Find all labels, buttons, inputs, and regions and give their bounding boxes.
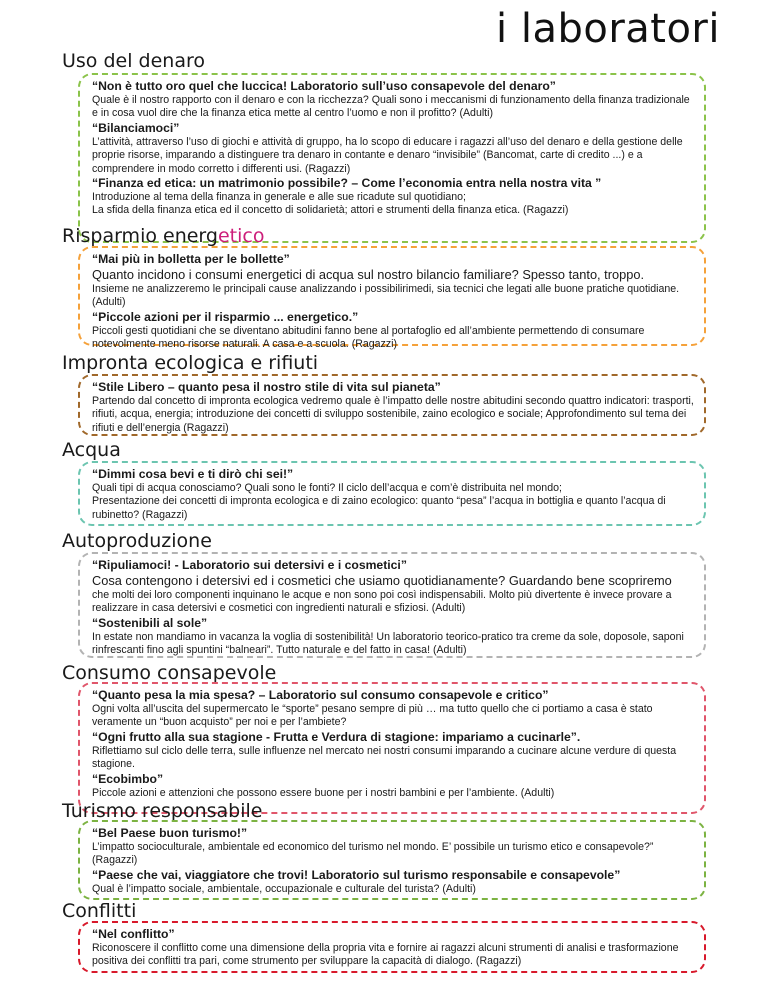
item-title: “Paese che vai, viaggiatore che trovi! Laboratorio sul turismo responsabile e consapevole” [92,867,621,882]
item-body: Quale è il nostro rapporto con il denaro e con la ricchezza? Quali sono i meccanismi di funzionamento della finanza tradizionale e in cosa vuol dire che la finanza etica mette al centro l’uomo e non il profitto? (Adulti) [92,94,690,120]
item-body: Introduzione al tema della finanza in generale e alle sue ricadute sul quotidiano; La sfida della finanza etica ed il concetto di solidarietà; attori e strumenti della finanza etica. (Ragazzi) [92,191,569,217]
item-title: “Bilanciamoci” [92,120,180,135]
item-title: “Stile Libero – quanto pesa il nostro stile di vita sul pianeta” [92,380,441,394]
section-box-risparmio-energetico [78,246,706,351]
section-title-uso-denaro: Uso del denaro [62,50,205,72]
item-body: Qual è l’impatto sociale, ambientale, occupazionale e culturale del turista? (Adulti) [92,882,476,895]
section-box-autoproduzione [78,552,706,658]
item-title: “Dimmi cosa bevi e ti dirò chi sei!” [92,467,294,481]
item-title: “Ecobimbo” [92,771,164,786]
section-box-conflitti [78,921,706,973]
section-box-acqua [78,461,706,526]
page-title: i laboratori [496,6,720,52]
item-title: “Bel Paese buon turismo!” [92,826,248,840]
section-box-turismo-responsabile [78,820,706,900]
item-body: Partendo dal concetto di impronta ecologica vedremo quale è l’impatto delle nostre abitudini secondo quattro indicatori: trasporti, rifiuti, acqua, energia; introduzione dei concetti di sviluppo sostenibile, zaino ecologico e sociale; Approfondimento sul tema dei rifiuti e dell’energia (Ragazzi) [92,395,694,434]
item-body: L’attività, attraverso l’uso di giochi e attività di gruppo, ha lo scopo di educare i ragazzi all’uso del denaro e della gestione delle proprie risorse, imparando a distinguere tra denaro in contante e denaro “invisibile” (Bancomat, carte di credito ...) e a comprendere in modo corretto i differenti usi. (Ragazzi) [92,135,683,175]
item-title: “Ogni frutto alla sua stagione - Frutta e Verdura di stagione: impariamo a cucinarle”. [92,729,581,744]
item-title: “Non è tutto oro quel che luccica! Laboratorio sull’uso consapevole del denaro” [92,79,556,93]
item-title: “Mai più in bolletta per le bollette” [92,252,290,266]
section-box-impronta-ecologica [78,374,706,436]
item-body: Piccoli gesti quotidiani che se diventano abitudini fanno bene al portafoglio ed all’ambiente permettendo di consumare notevolmente meno risorse naturali. A casa e a scuola. (Ragazzi) [92,324,645,351]
section-box-uso-denaro [78,73,706,243]
section-title-risparmio-energetico [62,225,264,247]
item-body: L’impatto socioculturale, ambientale ed economico del turismo nel mondo. E’ possibile un turismo etico e consapevole?” (Ragazzi) [92,841,654,867]
item-title: “Nel conflitto” [92,927,175,941]
item-body: Ogni volta all’uscita del supermercato le “sporte” pesano sempre di più … ma tutto quello che ci portiamo a casa è stato veramente un “buon acquisto” per noi e per l’ambiete? [92,703,653,729]
item-title: “Ripuliamoci! - Laboratorio sui detersivi e i cosmetici” [92,558,407,572]
item-body: Quali tipi di acqua conosciamo? Quali sono le fonti? Il ciclo dell’acqua e com’è distribuita nel mondo; Presentazione dei concetti di impronta ecologica e di zaino ecologico: quanto “pesa” l’acqua in bottiglia e quanto l’acqua di rubinetto? (Ragazzi) [92,482,666,521]
item-title: “Sostenibili al sole” [92,615,208,630]
item-body: Riflettiamo sul ciclo delle terra, sulle influenze nel mercato nei nostri consumi imparando a cucinare alcune verdure di questa stagione. [92,744,677,771]
section-title-turismo-responsabile: Turismo responsabile [62,800,263,822]
item-title: “Finanza ed etica: un matrimonio possibile? – Come l’economia entra nella nostra vita ” [92,176,602,191]
item-body: che molti dei loro componenti inquinano le acque e non sono poi così indispensabili. Molto più divertente è invece provare a realizzare in casa detersivi e cosmetici con ingredienti naturali e sfiziosi. (Adulti) [92,589,672,615]
item-body: Insieme ne analizzeremo le principali cause analizzando i possibilirimedi, sia tecnici che legati alle buone pratiche quotidiane. (Adulti) [92,283,680,309]
section-title-impronta-ecologica: Impronta ecologica e rifiuti [62,352,319,374]
section-title-main: Risparmio energ [62,225,218,247]
section-title-autoproduzione: Autoproduzione [62,530,212,552]
item-body: In estate non mandiamo in vacanza la voglia di sostenibilità! Un laboratorio teorico-pratico tra creme da sole, doposole, saponi rinfrescanti fino agli spuntini “balneari”. Tutto naturale e del fatto in casa! (Adulti) [92,630,684,657]
item-lead: Quanto incidono i consumi energetici di acqua sul nostro bilancio familiare? Spesso tanto, troppo. [92,267,645,282]
item-body: Piccole azioni e attenzioni che possono essere buone per i nostri bambini e per l’ambiente. (Adulti) [92,786,555,799]
section-box-consumo-consapevole [78,682,706,814]
section-title-accent: etico [217,225,265,247]
item-body: Riconoscere il conflitto come una dimensione della propria vita e fornire ai ragazzi alcuni strumenti di analisi e trasformazione positiva dei conflitti tra pari, come strumento per sviluppare la capacità di dialogo. (Ragazzi) [92,942,679,968]
item-lead: Cosa contengono i detersivi ed i cosmetici che usiamo quotidianamente? Guardando bene scopriremo [92,573,672,588]
section-title-acqua: Acqua [62,439,121,461]
section-title-consumo-consapevole: Consumo consapevole [62,662,277,684]
item-title: “Piccole azioni per il risparmio ... energetico.” [92,309,359,324]
section-title-conflitti: Conflitti [62,900,137,922]
item-title: “Quanto pesa la mia spesa? – Laboratorio sul consumo consapevole e critico” [92,688,549,702]
